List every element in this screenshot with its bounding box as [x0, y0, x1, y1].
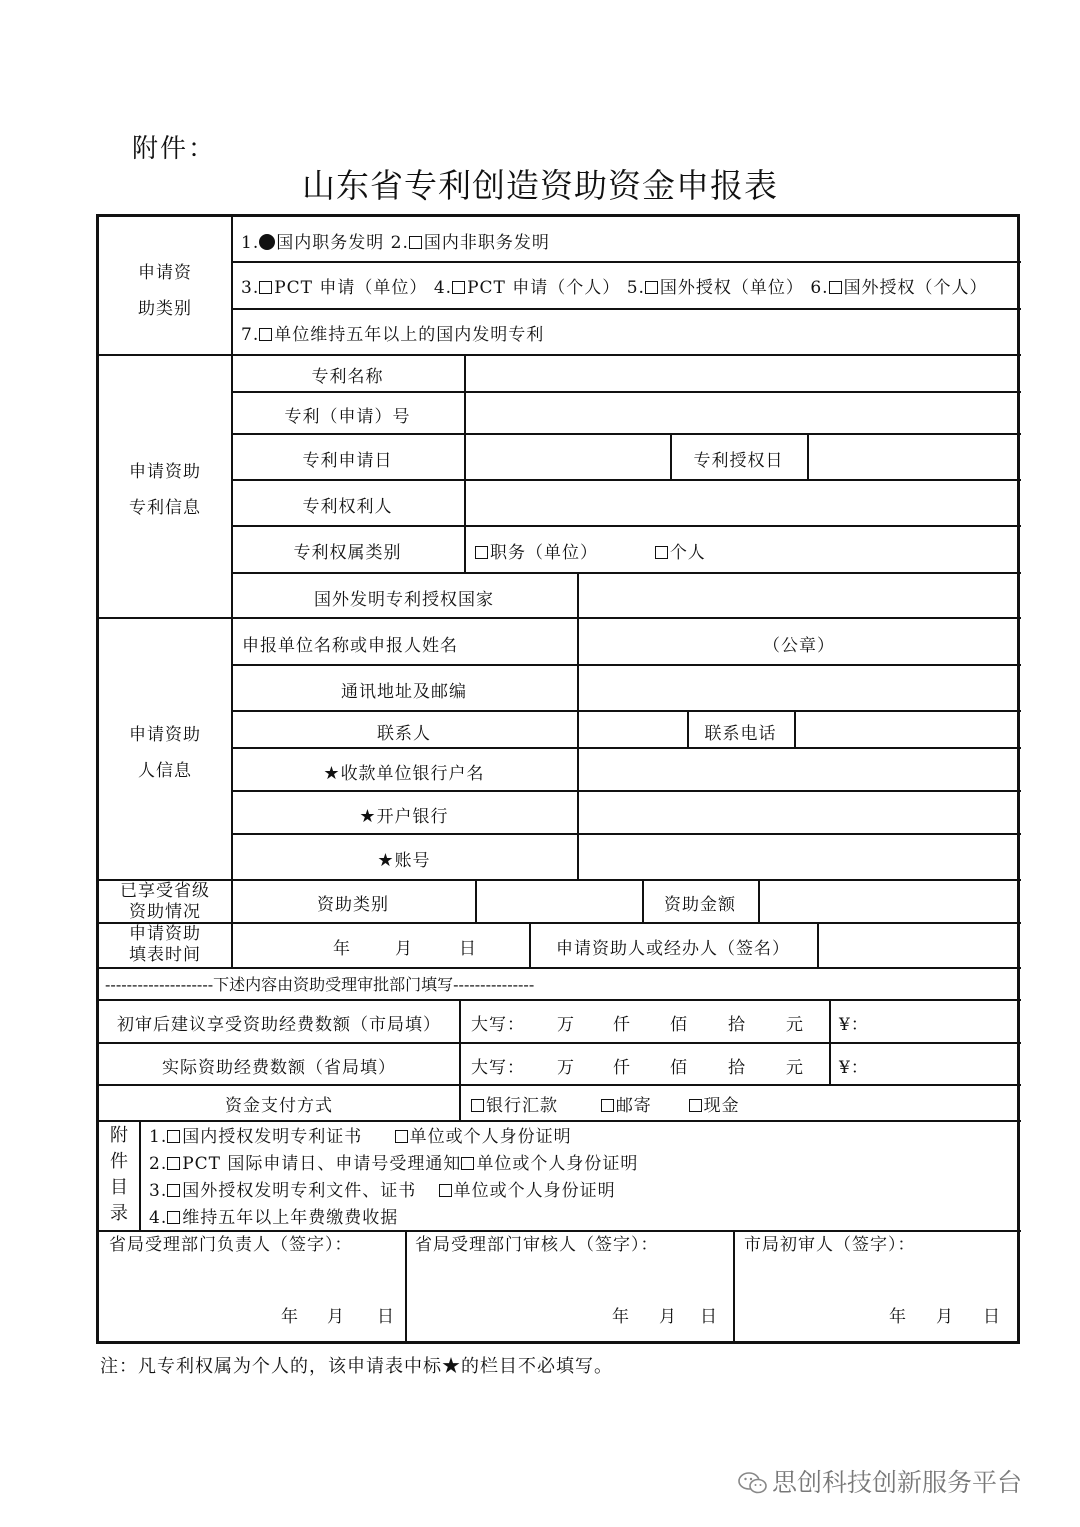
initial-yuan: 元	[786, 1015, 804, 1035]
attachment-3a-checkbox[interactable]	[167, 1184, 180, 1197]
ownership-options	[475, 545, 706, 562]
cash-checkbox[interactable]	[689, 1099, 702, 1112]
attachment-line-3	[149, 1183, 616, 1200]
sig2-day: 日	[700, 1307, 718, 1327]
attachment-1b-label: 单位或个人身份证明	[409, 1127, 572, 1147]
mail-checkbox[interactable]	[601, 1099, 614, 1112]
watermark	[738, 1463, 1022, 1499]
fill-year-label: 年	[333, 939, 351, 959]
cash-label: 现金	[703, 1096, 740, 1116]
attachment-number: 4.	[149, 1208, 168, 1228]
attachments-char: 录	[110, 1203, 128, 1224]
patent-number-label: 专利（申请）号	[284, 407, 411, 427]
option-number: 6.	[810, 278, 829, 298]
initial-wan: 万	[557, 1015, 575, 1035]
funding-type-label: 资助类别	[317, 895, 389, 915]
option-7-checkbox[interactable]	[259, 328, 272, 341]
option-number: 4.	[433, 278, 453, 298]
patent-holder-label: 专利权利人	[302, 497, 393, 517]
option-domestic-service-invention: 国内职务发明	[276, 233, 385, 253]
initial-amount-label: 初审后建议享受资助经费数额（市局填）	[117, 1015, 441, 1035]
category-row-1	[241, 234, 550, 252]
sig3-month: 月	[936, 1307, 954, 1327]
attachments-vertical-label	[107, 1123, 131, 1227]
initial-qian: 仟	[613, 1015, 631, 1035]
mail-label: 邮寄	[615, 1096, 652, 1116]
form-title: 山东省专利创造资助资金申报表	[302, 166, 778, 205]
fill-time-label-line2: 填表时间	[129, 945, 201, 965]
official-seal-label: （公章）	[763, 636, 835, 656]
attachment-2a-label: PCT 国际申请日、申请号受理通知	[182, 1154, 462, 1174]
provincial-label-line1: 已享受省级	[120, 881, 210, 901]
category-row-3	[241, 327, 544, 344]
bank-transfer-checkbox[interactable]	[471, 1099, 484, 1112]
option-pct-personal: PCT 申请（个人）	[467, 278, 621, 298]
attachment-1a-label: 国内授权发明专利证书	[182, 1127, 363, 1147]
option-number: 3.	[241, 278, 260, 298]
attachments-char: 目	[110, 1177, 128, 1198]
ownership-service-checkbox[interactable]	[475, 546, 488, 559]
category-label-line2: 助类别	[138, 299, 192, 319]
star-icon: ★	[377, 850, 395, 871]
payment-method-label: 资金支付方式	[225, 1096, 333, 1116]
sig2-month: 月	[659, 1307, 677, 1327]
sig1-month: 月	[327, 1307, 345, 1327]
ownership-personal-label: 个人	[669, 543, 706, 563]
approval-divider-text: --------------------下述内容由资助受理审批部门填写---------------	[105, 975, 535, 994]
contact-person-label: 联系人	[377, 724, 431, 744]
attachment-number: 3.	[149, 1181, 168, 1201]
option-domestic-nonservice-invention: 国内非职务发明	[423, 233, 550, 253]
attachment-2b-checkbox[interactable]	[461, 1157, 474, 1170]
actual-daxie-label: 大写：	[471, 1058, 525, 1078]
bank-text: 开户银行	[376, 807, 449, 827]
attachments-char: 附	[110, 1125, 128, 1146]
initial-daxie-label: 大写：	[471, 1015, 525, 1035]
category-row-2	[241, 280, 988, 297]
payment-options	[471, 1098, 740, 1115]
sig1-year: 年	[281, 1307, 299, 1327]
option-number: 5.	[626, 278, 645, 298]
option-2-checkbox[interactable]	[409, 236, 422, 249]
attachment-line-1	[149, 1129, 572, 1146]
fill-month-label: 月	[395, 939, 413, 959]
ownership-service-label: 职务（单位）	[490, 543, 598, 563]
sig3-day: 日	[983, 1307, 1001, 1327]
provincial-label-line2: 资助情况	[129, 902, 201, 922]
actual-amount-label: 实际资助经费数额（省局填）	[162, 1058, 396, 1078]
patent-name-label: 专利名称	[311, 367, 384, 387]
attachment-2a-checkbox[interactable]	[167, 1157, 180, 1170]
patent-info-label-line2: 专利信息	[129, 498, 201, 518]
option-5-checkbox[interactable]	[645, 281, 658, 294]
applicant-info-label-line2: 人信息	[138, 761, 192, 781]
funding-amount-label: 资助金额	[664, 895, 736, 915]
bank-account-name-text: 收款单位银行户名	[340, 764, 485, 784]
star-icon: ★	[359, 806, 377, 827]
contact-phone-label: 联系电话	[704, 724, 777, 744]
option-foreign-personal: 国外授权（个人）	[843, 278, 988, 298]
sig3-year: 年	[889, 1307, 907, 1327]
attachment-label: 附件：	[132, 134, 217, 164]
fill-day-label: 日	[459, 939, 477, 959]
option-4-checkbox[interactable]	[452, 281, 465, 294]
wechat-icon	[738, 1471, 768, 1495]
option-6-checkbox[interactable]	[829, 281, 842, 294]
footer-note: 注：凡专利权属为个人的，该申请表中标★的栏目不必填写。	[100, 1356, 613, 1377]
ownership-type-label: 专利权属类别	[293, 543, 402, 563]
star-icon: ★	[323, 763, 341, 784]
watermark-text: 思创科技创新服务平台	[772, 1468, 1023, 1497]
attachment-number: 2.	[149, 1154, 168, 1174]
option-foreign-unit: 国外授权（单位）	[659, 278, 804, 298]
actual-qian: 仟	[613, 1058, 631, 1078]
sig2-year: 年	[612, 1307, 630, 1327]
patent-app-date-label: 专利申请日	[302, 451, 393, 471]
initial-bai: 佰	[670, 1015, 688, 1035]
attachment-3b-label: 单位或个人身份证明	[453, 1181, 616, 1201]
actual-yuan: 元	[786, 1058, 804, 1078]
attachment-3b-checkbox[interactable]	[439, 1184, 452, 1197]
initial-shi: 拾	[728, 1015, 746, 1035]
attachment-1a-checkbox[interactable]	[167, 1130, 180, 1143]
attachment-number: 1.	[149, 1127, 168, 1147]
patent-grant-date-label: 专利授权日	[693, 451, 784, 471]
sig1-day: 日	[377, 1307, 395, 1327]
account-number-label	[231, 852, 577, 870]
actual-shi: 拾	[728, 1058, 746, 1078]
fill-time-label-line1: 申请资助	[129, 924, 201, 944]
option-number: 1.	[241, 233, 260, 253]
provincial-reviewer-signature-label: 省局受理部门审核人（签字）：	[415, 1235, 659, 1255]
applicant-info-label-line1: 申请资助	[129, 725, 201, 745]
option-number: 2.	[390, 233, 409, 253]
bank-account-name-label	[231, 765, 577, 783]
attachment-line-2	[149, 1156, 638, 1173]
patent-info-label-line1: 申请资助	[129, 462, 201, 482]
option-maintained-patent: 单位维持五年以上的国内发明专利	[274, 325, 545, 345]
option-3-checkbox[interactable]	[259, 281, 272, 294]
actual-yen-label: ¥：	[839, 1058, 869, 1078]
actual-wan: 万	[557, 1058, 575, 1078]
city-reviewer-signature-label: 市局初审人（签字）：	[744, 1235, 916, 1255]
foreign-country-label: 国外发明专利授权国家	[314, 590, 494, 610]
attachment-4-checkbox[interactable]	[167, 1211, 180, 1224]
account-number-text: 账号	[394, 851, 431, 871]
application-form-table	[96, 214, 1020, 1344]
attachment-1b-checkbox[interactable]	[395, 1130, 408, 1143]
option-1-filled-radio[interactable]	[259, 234, 275, 250]
ownership-personal-checkbox[interactable]	[655, 546, 668, 559]
address-label: 通讯地址及邮编	[341, 682, 467, 702]
option-number: 7.	[241, 325, 260, 345]
category-label-line1: 申请资	[138, 263, 192, 283]
attachment-3a-label: 国外授权发明专利文件、证书	[182, 1181, 417, 1201]
provincial-head-signature-label: 省局受理部门负责人（签字）：	[109, 1235, 353, 1255]
actual-bai: 佰	[670, 1058, 688, 1078]
applicant-name-label: 申报单位名称或申报人姓名	[242, 636, 458, 656]
attachment-2b-label: 单位或个人身份证明	[476, 1154, 639, 1174]
initial-yen-label: ¥：	[839, 1015, 869, 1035]
option-pct-unit: PCT 申请（单位）	[274, 278, 428, 298]
bank-transfer-label: 银行汇款	[486, 1096, 558, 1116]
attachment-4-label: 维持五年以上年费缴费收据	[182, 1208, 399, 1228]
bank-label	[231, 808, 577, 826]
attachments-char: 件	[110, 1151, 128, 1172]
applicant-signature-label: 申请资助人或经办人（签名）	[556, 939, 790, 959]
attachment-line-4	[149, 1210, 398, 1227]
